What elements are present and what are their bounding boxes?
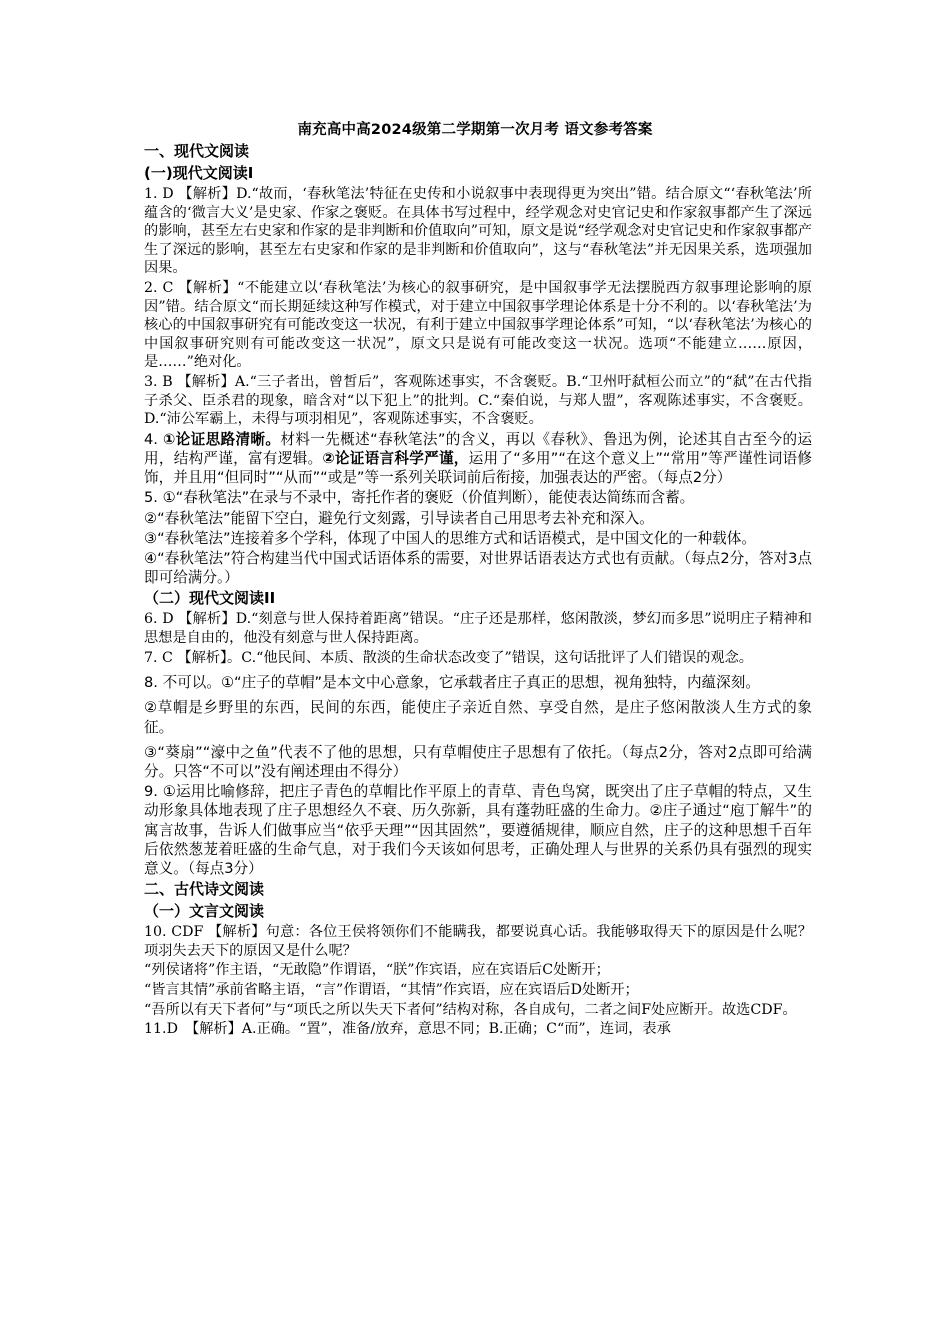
- answer-q5-point3: ③“春秋笔法”连接着多个学科，体现了中国人的思维方式和话语模式，是中国文化的一种载体。: [144, 529, 756, 547]
- q4-point1-heading: ①论证思路清晰。: [162, 430, 281, 448]
- answer-q7: 7. C 【解析】。C.“他民间、本质、散淡的生命状态改变了”错误，这句话批评了人们错误的观念。: [144, 649, 753, 666]
- subsection-heading-modern-reading-2: （二）现代文阅读II: [144, 589, 276, 608]
- answer-q4: [144, 430, 812, 488]
- document-title: 南充高中高2024级第二学期第一次月考 语文参考答案: [297, 122, 653, 138]
- answer-q1: 1. D 【解析】D.“故而，‘春秋笔法’特征在史传和小说叙事中表现得更为突出”错。结合原文“‘春秋笔法’所蕴含的‘微言大义’是史家、作家之褒贬。在具体书写过程中，经学观念对史官记史和作家叙事都产生了深远的影响，甚至左右史家和作家的是非判断和价值取向”可知，原文是说“经学观念对史官记史和作家叙事都产生了深远的影响，甚至左右史家和作家的是非判断和价值取向”，这与“春秋笔法”并无因果关系，选项强加因果。: [144, 186, 812, 277]
- answer-q3: 3. B 【解析】A.“三子者出，曾皙后”，客观陈述事实，不含褒贬。B.“卫州吁弑桓公而立”的“弑”在古代指子杀父、臣杀君的现象，暗含对“以下犯上”的批判。C.“秦伯说，与郑人盟”，客观陈述事实，不含褒贬。D.“沛公军霸上，未得与项羽相见”，客观陈述事实，不含褒贬。: [144, 373, 812, 428]
- section-heading-modern-reading: 一、现代文阅读: [144, 142, 250, 160]
- answer-q10-translation: 10. CDF 【解析】句意：各位王侯将领你们不能瞒我，都要说真心话。我能够取得天下的原因是什么呢？项羽失去天下的原因又是什么呢？: [144, 924, 812, 959]
- answer-q5-point2: ②“春秋笔法”能留下空白，避免行文刻露，引导读者自己用思考去补充和深入。: [144, 509, 654, 527]
- q4-point1-text: 材料一先概述“春秋笔法”的含义，再以《春秋》、鲁迅为例，论述其自古至今的运用，结构严谨，富有逻辑。: [144, 430, 813, 467]
- subsection-heading-classical-prose: （一）文言文阅读: [144, 902, 265, 921]
- answer-q2: 2. C 【解析】“不能建立以‘春秋笔法’为核心的叙事研究，是中国叙事学无法摆脱西方叙事理论影响的原因”错。结合原文“而长期延续这种写作模式，对于建立中国叙事学理论体系是十分不利的。以‘春秋笔法’为核心的中国叙事研究有可能改变这一状况，有利于建立中国叙事学理论体系”可知，“以‘春秋笔法’为核心的中国叙事研究则有可能改变这一状况”，原文只是说有可能改变这一状况。选项“不能建立……原因，是……”绝对化。: [144, 279, 812, 371]
- answer-q6: 6. D 【解析】D.“刻意与世人保持着距离”错误。“庄子还是那样，悠闲散淡，梦幻而多思”说明庄子精神和思想是自由的，他没有刻意与世人保持距离。: [144, 611, 812, 646]
- q4-point2-text: 运用了“多用”“在这个意义上”“常用”等严谨性词语修饰，并且用“但同时”“从而”“或是”等一系列关联词前后衔接，加强表达的严密。（每点2分）: [144, 449, 812, 487]
- q4-point2-heading: ②论证语言科学严谨，: [322, 449, 469, 467]
- section-heading-classical-reading: 二、古代诗文阅读: [144, 880, 265, 899]
- answer-q8-point1: 8. 不可以。①“庄子的草帽”是本文中心意象，它承载者庄子真正的思想，视角独特，内蕴深刻。: [144, 674, 760, 692]
- answer-q8-point3: ③“葵扇”“濠中之鱼”代表不了他的思想，只有草帽使庄子思想有了依托。（每点2分，答对2点即可给满分。只答“不可以”没有阐述理由不得分）: [144, 743, 812, 780]
- q4-number: 4.: [144, 430, 163, 448]
- answer-q10-reason-d: “皆言其情”承前省略主语，“言”作谓语，“其情”作宾语，应在宾语后D处断开；: [144, 981, 639, 998]
- answer-q5-point4: ④“春秋笔法”符合构建当代中国式话语体系的需要，对世界话语表达方式也有贡献。（每点2分，答对3点即可给满分。）: [144, 549, 812, 587]
- answer-q5-point1: 5. ①“春秋笔法”在录与不录中，寄托作者的褒贬（价值判断），能使表达简练而含蓄。: [144, 489, 695, 507]
- answer-q8-point2: ②草帽是乡野里的东西，民间的东西，能使庄子亲近自然、享受自然，是庄子悠闲散淡人生方式的象征。: [144, 699, 812, 736]
- answer-q9: 9. ①运用比喻修辞，把庄子青色的草帽比作平原上的青草、青色鸟窝，既突出了庄子草帽的特点，又生动形象具体地表现了庄子思想经久不衰、历久弥新，具有蓬勃旺盛的生命力。②庄子通过“庖丁解牛”的寓言故事，告诉人们做事应当“依乎天理”“因其固然”，要遵循规律，顺应自然，庄子的这种思想千百年后依然葱茏着旺盛的生命气息，对于我们今天该如何思考，正确处理人与世界的关系仍具有强烈的现实意义。（每点3分）: [144, 783, 812, 877]
- subsection-heading-modern-reading-1: (一)现代文阅读Ⅰ: [144, 164, 254, 182]
- answer-content: [144, 140, 812, 1040]
- answer-q11: 11.D 【解析】A.正确。“置”，准备/放弃，意思不同；B.正确；C“而”，连词，表承: [144, 1021, 671, 1038]
- answer-q10-reason-c: “列侯诸将”作主语，“无敢隐”作谓语，“朕”作宾语，应在宾语后C处断开；: [144, 962, 610, 979]
- answer-q10-reason-f: “吾所以有天下者何”与“项氏之所以失天下者何”结构对称，各自成句，二者之间F处应断开。故选CDF。: [144, 1001, 797, 1018]
